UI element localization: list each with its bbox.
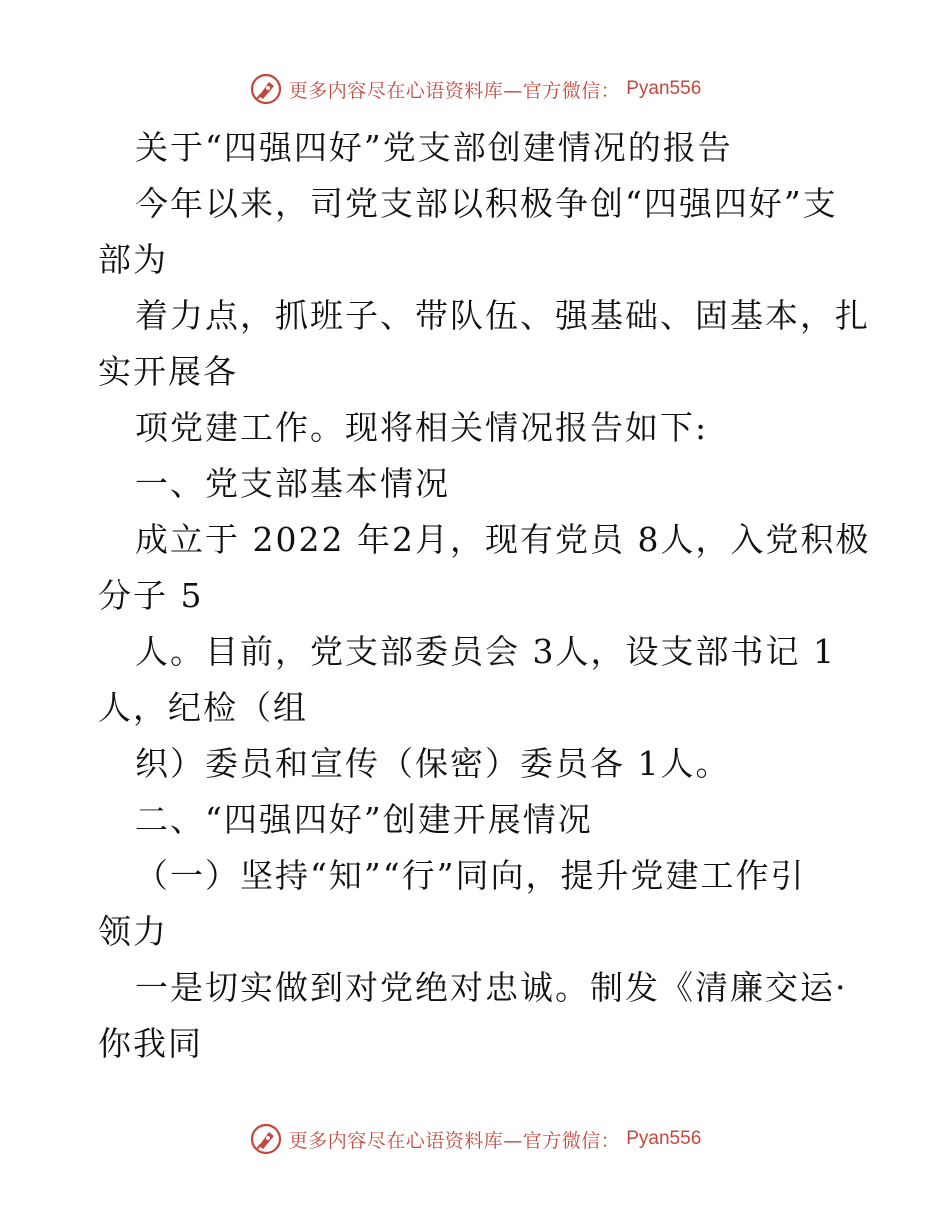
document-body (98, 120, 871, 1072)
document-line: 分子 5 (98, 576, 204, 615)
document-line: 项党建工作。现将相关情况报告如下: (135, 408, 709, 447)
document-line: 实开展各 (98, 352, 238, 391)
document-line: 关于“四强四好”党支部创建情况的报告 (135, 128, 733, 167)
pen-nib-logo-icon (249, 1122, 283, 1156)
pen-nib-logo-icon (249, 72, 283, 106)
header-watermark (0, 72, 950, 106)
document-line: 今年以来，司党支部以积极争创“四强四好”支 (135, 184, 838, 223)
document-line: 成立于 2022 年2月，现有党员 8人，入党积极 (135, 520, 871, 559)
document-line: 着力点，抓班子、带队伍、强基础、固基本，扎 (135, 296, 870, 335)
footer-watermark (0, 1122, 950, 1156)
document-line: 人。目前，党支部委员会 3人，设支部书记 1 (135, 632, 836, 671)
document-line: 织）委员和宣传（保密）委员各 1人。 (135, 744, 731, 783)
document-line: 人，纪检（组 (98, 688, 308, 727)
document-line: 一是切实做到对党绝对忠诚。制发《清廉交运· (135, 968, 848, 1007)
document-line: 一、党支部基本情况 (135, 464, 450, 503)
document-line: （一）坚持“知”“行”同向，提升党建工作引 (135, 856, 806, 895)
document-line: 你我同 (98, 1024, 203, 1063)
watermark-text: 更多内容尽在心语资料库—官方微信： (288, 1129, 621, 1152)
watermark-wechat-id: Pyan556 (626, 1128, 702, 1149)
document-line: 领力 (98, 912, 168, 951)
watermark-text: 更多内容尽在心语资料库—官方微信： (288, 79, 621, 102)
document-line: 二、“四强四好”创建开展情况 (135, 800, 593, 839)
watermark-wechat-id: Pyan556 (626, 78, 702, 99)
document-line: 部为 (98, 240, 168, 279)
